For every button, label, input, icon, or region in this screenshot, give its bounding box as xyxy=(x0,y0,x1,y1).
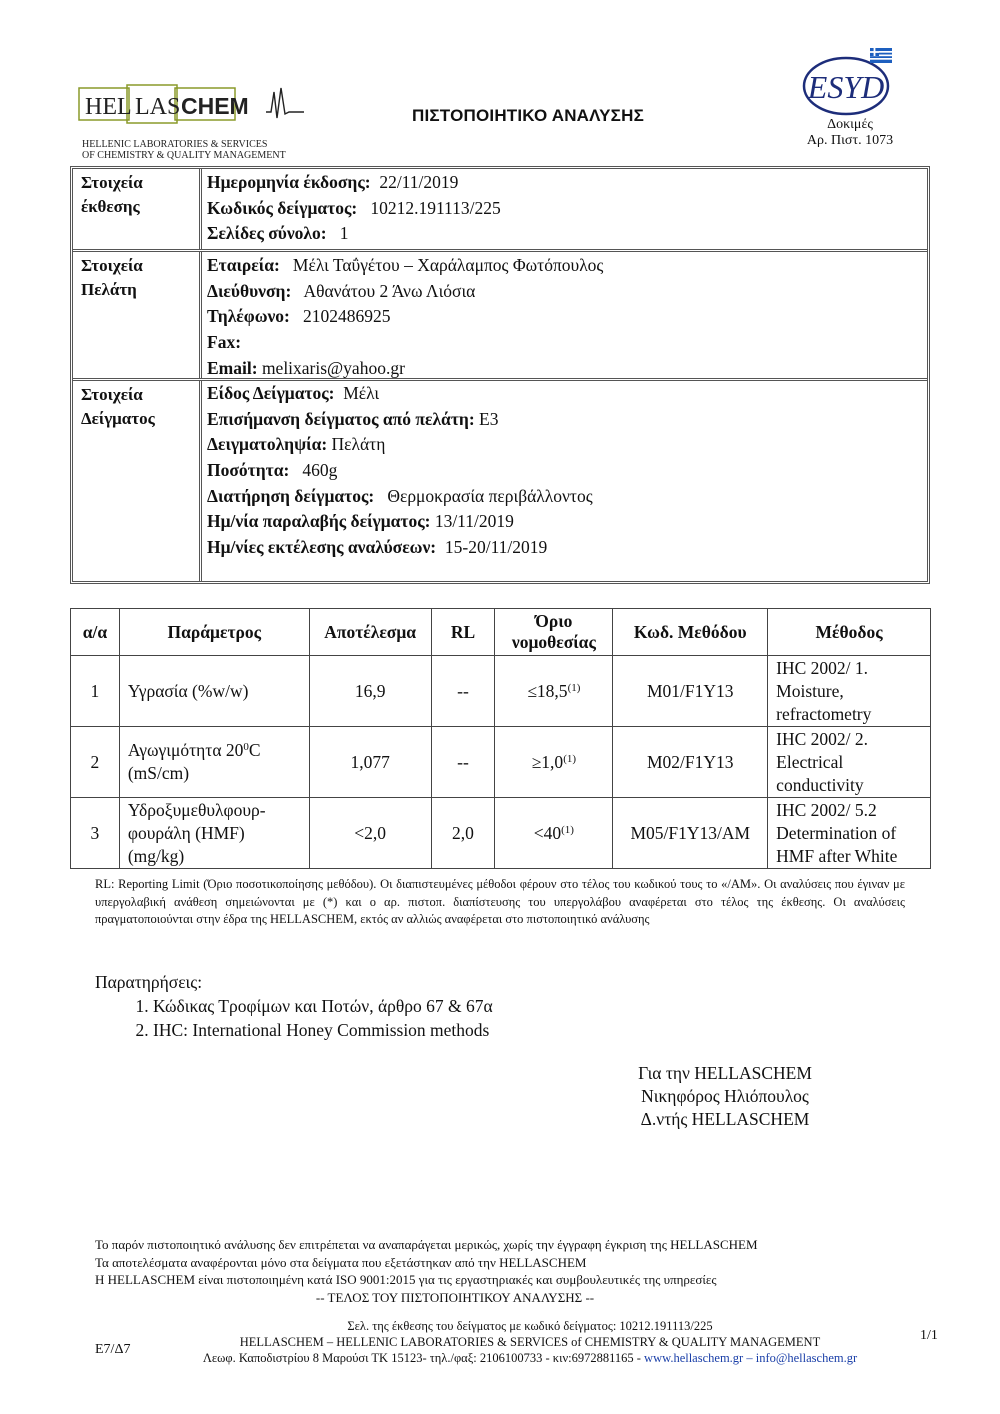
logo-hel-text: HEL xyxy=(85,94,132,120)
row-result: <2,0 xyxy=(309,798,431,869)
table-row xyxy=(71,727,931,798)
results-table xyxy=(70,608,931,869)
email-value: melixaris@yahoo.gr xyxy=(261,357,405,378)
col-header-parameter: Παράμετρος xyxy=(119,609,309,656)
row-no: 1 xyxy=(71,656,120,727)
row-limit xyxy=(495,727,613,798)
row-limit-value: ≤18,5 xyxy=(527,680,568,701)
storage-label: Διατήρηση δείγματος: xyxy=(207,485,375,506)
footer-company: HELLASCHEM – HELLENIC LABORATORIES & SERVICES of CHEMISTRY & QUALITY MANAGEMENT xyxy=(239,1335,821,1349)
row-parameter xyxy=(119,798,309,869)
footer-line2: Τα αποτελέσματα αναφέρονται μόνο στα δείγματα που εξετάστηκαν από την HELLASCHEM xyxy=(95,1254,587,1270)
sample-type-value: Μέλι xyxy=(343,383,380,403)
row-method-line1: IHC 2002/ 5.2 xyxy=(776,799,877,820)
row-method-code: M02/F1Y13 xyxy=(613,727,768,798)
footer-address-line xyxy=(160,1350,900,1366)
row-parameter-unit-c: C xyxy=(248,740,261,760)
row-rl: -- xyxy=(431,656,495,727)
col-header-no: α/α xyxy=(71,609,120,656)
list-item: 1. Κώδικας Τροφίμων και Ποτών, άρθρο 67 & 67α xyxy=(153,994,493,1018)
row-limit-ref: (1) xyxy=(561,823,574,836)
sample-code-value: 10212.191113/225 xyxy=(370,197,501,218)
row-limit xyxy=(495,798,613,869)
received-date-label: Ημ/νία παραλαβής δείγματος: xyxy=(207,511,431,532)
results-header-row xyxy=(71,609,931,656)
issue-date-value: 22/11/2019 xyxy=(379,172,459,192)
sample-type-label: Είδος Δείγματος: xyxy=(207,383,335,403)
fax-label: Fax: xyxy=(207,332,242,353)
logo-chem-text: CHEM xyxy=(181,93,249,119)
info-table xyxy=(70,166,930,584)
company-label: Εταιρεία: xyxy=(207,255,280,275)
row-limit-ref: (1) xyxy=(563,752,577,765)
row-method xyxy=(768,656,931,727)
logo-subtitle-line1: HELLENIC LABORATORIES & SERVICES xyxy=(82,139,268,150)
table-row xyxy=(71,798,931,869)
footer-sep: – xyxy=(743,1351,756,1365)
storage-value: Θερμοκρασία περιβάλλοντος xyxy=(387,485,593,506)
row-parameter-line3: (mg/kg) xyxy=(127,845,185,866)
email-label: Email: xyxy=(207,357,258,378)
observations-title: Παρατηρήσεις: xyxy=(95,972,203,992)
signature-for: Για την HELLASCHEM xyxy=(638,1063,812,1083)
greek-flag-icon xyxy=(870,48,892,63)
signature-name: Νικηφόρος Ηλιόπουλος xyxy=(641,1086,809,1106)
esyd-caption xyxy=(790,117,910,149)
col-header-rl: RL xyxy=(431,609,495,656)
analysis-dates-label: Ημ/νίες εκτέλεσης αναλύσεων: xyxy=(207,537,437,558)
row-result: 16,9 xyxy=(309,656,431,727)
page-number: 1/1 xyxy=(920,1328,938,1343)
footer-line1: Το παρόν πιστοποιητικό ανάλυσης δεν επιτρέπεται να αναπαράγεται μερικώς, χωρίς την έγγραφη έγκριση της HELLASCHEM xyxy=(95,1237,758,1252)
footer-line3: Η HELLASCHEM είναι πιστοποιημένη κατά ISO 9001:2015 για τις εργαστηριακές και συμβουλευτικές της υπηρεσίες xyxy=(95,1272,717,1287)
issue-date-label: Ημερομηνία έκδοσης: xyxy=(207,172,371,192)
row-parameter-line1: Υδροξυμεθυλφουρ- xyxy=(127,799,266,820)
footer-address: Λεωφ. Καποδιστρίου 8 Μαρούσι ΤΚ 15123- τηλ./φαξ: 2106100733 - κιν:6972881165 - xyxy=(202,1351,645,1365)
row-method-line2: Moisture, xyxy=(776,680,844,701)
company-value: Μέλι Ταΰγέτου – Χαράλαμπος Φωτόπουλος xyxy=(292,255,604,275)
row-method xyxy=(768,798,931,869)
esyd-tests-label: Δοκιμές xyxy=(827,117,873,132)
client-section xyxy=(73,252,927,381)
row-parameter-degree: 0 xyxy=(243,741,249,753)
sample-code-label: Κωδικός δείγματος: xyxy=(207,197,358,218)
row-method-line3: HMF after White xyxy=(776,845,898,866)
list-item: 2. IHC: International Honey Commission methods xyxy=(153,1018,493,1042)
received-date-value: 13/11/2019 xyxy=(434,511,514,532)
row-parameter xyxy=(119,727,309,798)
row-method-code: M01/F1Y13 xyxy=(613,656,768,727)
rl-footnote: RL: Reporting Limit (Όριο ποσοτικοποίησης μεθόδου). Οι διαπιστευμένες μέθοδοι φέρουν στο τέλος του κωδικού τους το «/AM». Οι αναλύσεις που έγιναν με υπεργολαβική ανάθεση σημειώνονται με (*) και ο αρ. πιστοπ. διαπίστευσης του υπεργολάβου αναφέρεται στο τέλος της έκθεσης. Οι αναλύσεις πραγματοποιούνται στην έδρα της HELLASCHEM, εκτός αν αλλιώς αναφέρεται στο πιστοποιητικό ανάλυσης xyxy=(95,877,905,926)
report-section xyxy=(73,169,927,252)
row-limit xyxy=(495,656,613,727)
logo-las-text: LAS xyxy=(135,94,181,120)
row-method-line3: conductivity xyxy=(776,774,864,795)
row-method xyxy=(768,727,931,798)
row-method-line3: refractometry xyxy=(776,703,872,724)
row-limit-value: <40 xyxy=(533,822,562,843)
col-header-result: Αποτέλεσμα xyxy=(309,609,431,656)
observations xyxy=(95,970,493,1042)
quantity-label: Ποσότητα: xyxy=(207,460,290,481)
row-parameter-line2: φουράλη (HMF) xyxy=(127,822,245,843)
esyd-logo-text: ESYD xyxy=(807,69,885,105)
document-code: Ε7/Δ7 xyxy=(95,1342,131,1357)
logo-subtitle xyxy=(82,139,286,161)
row-parameter: Υγρασία (%w/w) xyxy=(119,656,309,727)
row-rl: -- xyxy=(431,727,495,798)
footer-page-ref: Σελ. της έκθεσης του δείγματος με κωδικό δείγματος: 10212.191113/225 xyxy=(347,1319,713,1333)
row-no: 3 xyxy=(71,798,120,869)
row-no: 2 xyxy=(71,727,120,798)
signature-title: Δ.ντής HELLASCHEM xyxy=(640,1109,810,1129)
esyd-cert-number: Αρ. Πιστ. 1073 xyxy=(806,133,894,148)
footer-end: -- ΤΕΛΟΣ ΤΟΥ ΠΙΣΤΟΠΟΙΗΤΙΚΟΥ ΑΝΑΛΥΣΗΣ -- xyxy=(315,1289,595,1305)
sample-section xyxy=(73,381,927,581)
pages-value: 1 xyxy=(339,223,349,244)
row-limit-ref: (1) xyxy=(567,681,581,694)
col-header-method: Μέθοδος xyxy=(768,609,931,656)
sample-section-label: Στοιχεία Δείγματος xyxy=(73,381,202,581)
row-limit-value: ≥1,0 xyxy=(531,751,564,772)
row-result: 1,077 xyxy=(309,727,431,798)
address-label: Διεύθυνση: xyxy=(207,280,292,301)
client-mark-value: Ε3 xyxy=(479,408,499,429)
footer-company-info xyxy=(160,1318,900,1366)
row-parameter-line1 xyxy=(128,739,309,762)
phone-value: 2102486925 xyxy=(303,306,391,327)
report-section-label: Στοιχεία έκθεσης xyxy=(73,169,202,249)
client-mark-label: Επισήμανση δείγματος από πελάτη: xyxy=(207,408,475,429)
col-header-method-code: Κωδ. Μεθόδου xyxy=(613,609,768,656)
pages-label: Σελίδες σύνολο: xyxy=(207,223,327,244)
client-section-label: Στοιχεία Πελάτη xyxy=(73,252,202,378)
row-method-line2: Electrical xyxy=(776,751,844,772)
row-method-code: M05/F1Y13/AM xyxy=(613,798,768,869)
analysis-dates-value: 15-20/11/2019 xyxy=(444,537,548,558)
footer-disclaimer xyxy=(95,1236,915,1306)
row-parameter-text: Αγωγιμότητα 20 xyxy=(127,740,244,760)
row-parameter-line2: (mS/cm) xyxy=(127,763,190,783)
sampling-value: Πελάτη xyxy=(331,434,386,455)
table-row xyxy=(71,656,931,727)
row-method-line1: IHC 2002/ 2. xyxy=(776,728,869,749)
address-value: Αθανάτου 2 Άνω Λιόσια xyxy=(303,280,476,301)
phone-label: Τηλέφωνο: xyxy=(207,306,290,327)
quantity-value: 460g xyxy=(302,460,338,481)
hellaschem-logo xyxy=(78,84,306,126)
esyd-accreditation-logo xyxy=(800,48,900,118)
logo-subtitle-line2: OF CHEMISTRY & QUALITY MANAGEMENT xyxy=(82,150,286,161)
signature-block xyxy=(580,1062,870,1131)
row-rl: 2,0 xyxy=(431,798,495,869)
website-link[interactable]: www.hellaschem.gr xyxy=(644,1351,744,1365)
col-header-limit: Όριο νομοθεσίας xyxy=(495,609,613,656)
row-method-line2: Determination of xyxy=(776,822,897,843)
row-method-line1: IHC 2002/ 1. xyxy=(776,657,869,678)
email-link[interactable]: info@hellaschem.gr xyxy=(755,1351,858,1365)
sampling-label: Δειγματοληψία: xyxy=(207,434,328,455)
observations-list xyxy=(95,994,493,1042)
page-title: ΠΙΣΤΟΠΟΙΗΤΙΚΟ ΑΝΑΛΥΣΗΣ xyxy=(412,106,644,125)
